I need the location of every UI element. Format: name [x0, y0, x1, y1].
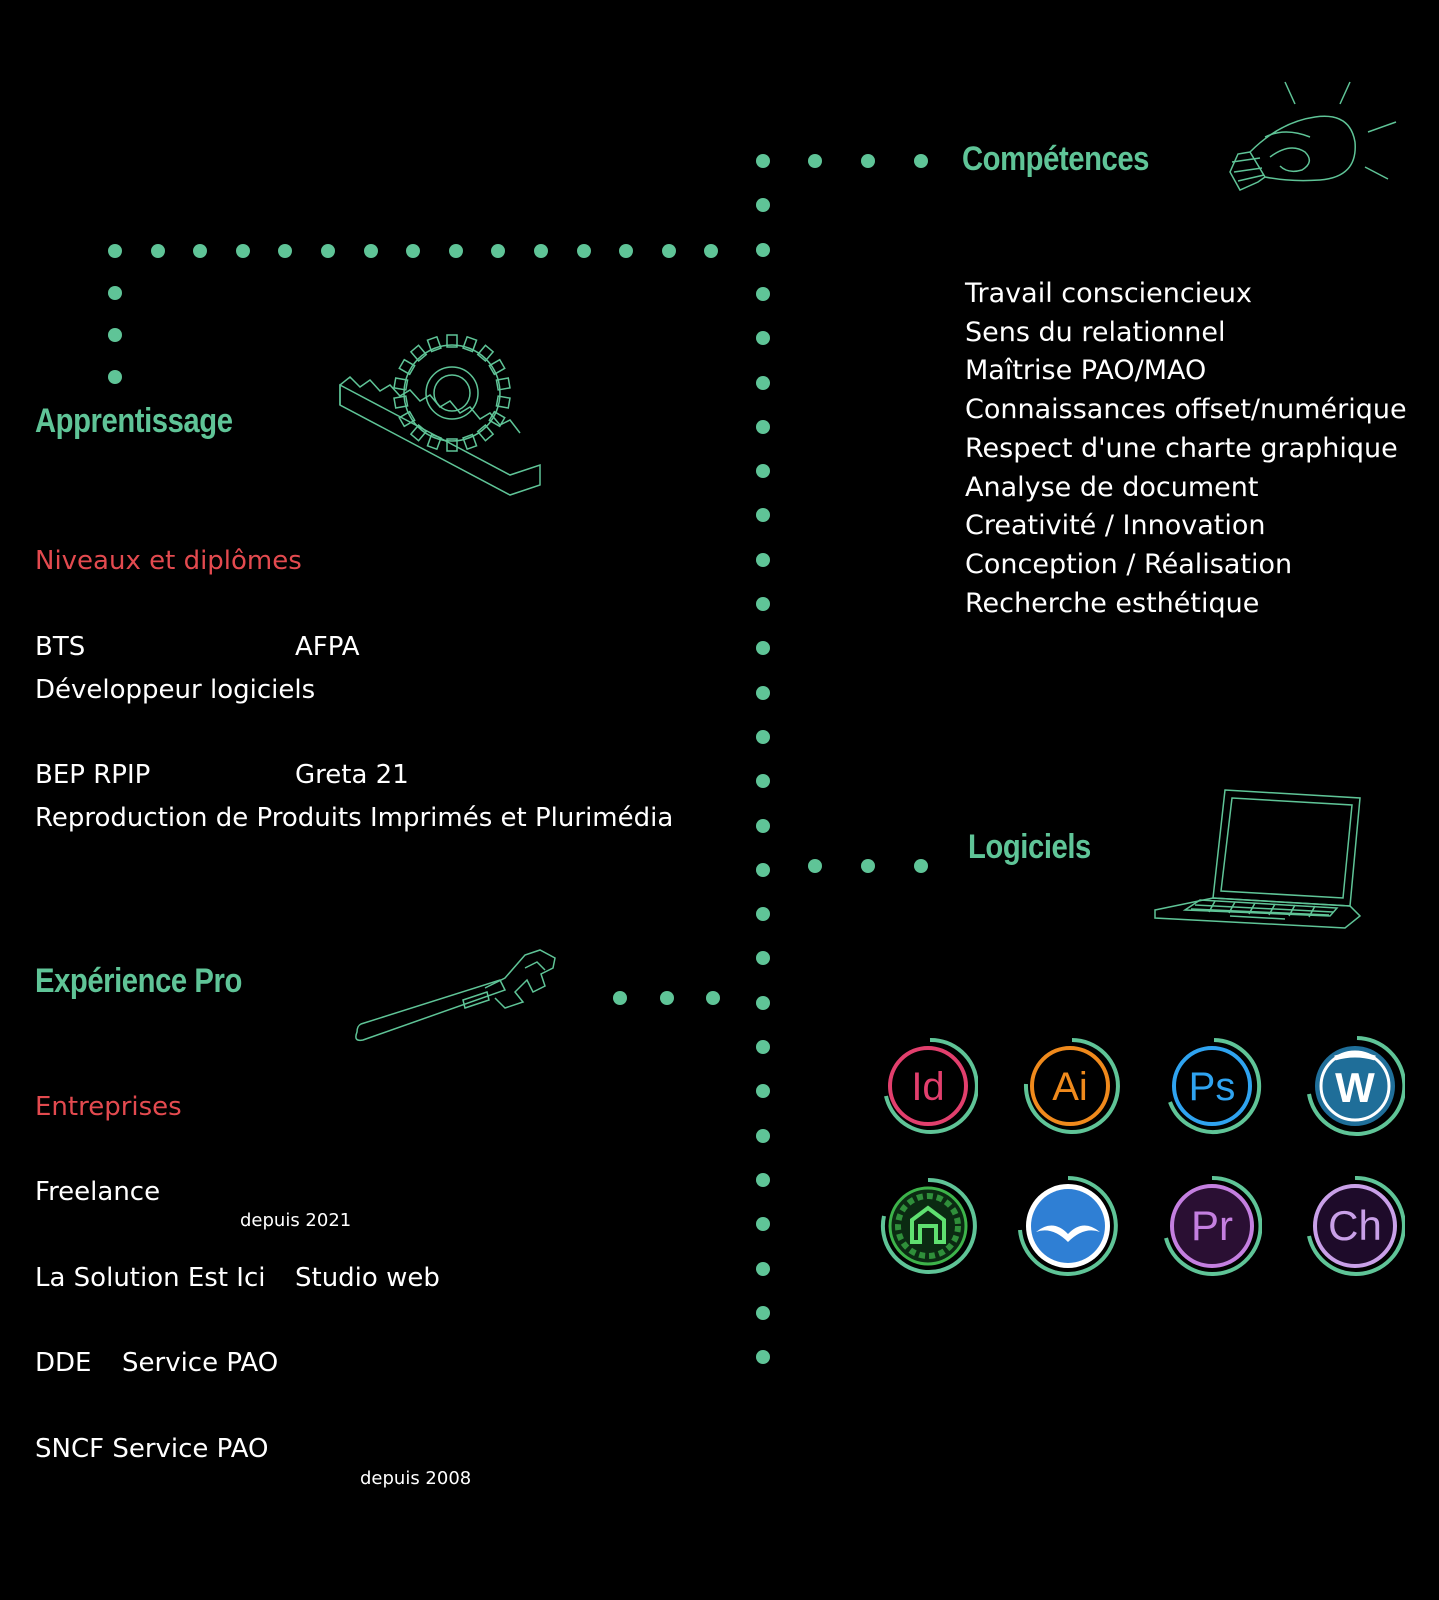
- experience-title: Expérience Pro: [35, 962, 242, 1000]
- list-item: Creativité / Innovation: [965, 510, 1266, 542]
- connector-dot: [108, 286, 122, 300]
- connector-dot: [756, 1084, 770, 1098]
- connector-dot: [704, 244, 718, 258]
- connector-dot: [756, 774, 770, 788]
- connector-dot: [808, 154, 822, 168]
- svg-text:Ps: Ps: [1188, 1065, 1236, 1109]
- connector-dot: [914, 154, 928, 168]
- connector-dot: [756, 154, 770, 168]
- connector-dot: [108, 370, 122, 384]
- connector-dot: [756, 198, 770, 212]
- wordpress-icon: [1305, 1036, 1405, 1136]
- connector-dot: [108, 244, 122, 258]
- gear-icon: [340, 325, 550, 505]
- connector-dot: [756, 819, 770, 833]
- connector-dot: [756, 1262, 770, 1276]
- lightbulb-icon: [1210, 82, 1400, 202]
- company-detail: Service PAO: [122, 1348, 279, 1378]
- list-item: Respect d'une charte graphique: [965, 432, 1398, 464]
- list-item: Travail consciencieux: [965, 278, 1252, 309]
- connector-dot: [706, 991, 720, 1005]
- connector-dot: [756, 951, 770, 965]
- connector-dot: [756, 1129, 770, 1143]
- apprentissage-title: Apprentissage: [35, 402, 233, 440]
- competences-title: Compétences: [962, 140, 1150, 178]
- connector-dot: [756, 1173, 770, 1187]
- connector-dot: [151, 244, 165, 258]
- photoshop-icon: [1162, 1036, 1262, 1136]
- list-item: Conception / Réalisation: [965, 548, 1293, 580]
- diploma-school: Greta 21: [295, 760, 409, 790]
- connector-dot: [756, 331, 770, 345]
- diploma-name: Reproduction de Produits Imprimés et Plurimédia: [35, 803, 674, 833]
- competences-list: [965, 275, 1407, 623]
- connector-dot: [756, 1306, 770, 1320]
- connector-dot: [756, 730, 770, 744]
- connector-dot: [756, 1217, 770, 1231]
- openoffice-icon: [1018, 1176, 1118, 1276]
- list-item: Recherche esthétique: [965, 587, 1260, 619]
- connector-dot: [914, 859, 928, 873]
- connector-dot: [756, 641, 770, 655]
- connector-dot: [756, 464, 770, 478]
- premiere-icon: [1162, 1176, 1262, 1276]
- svg-text:Ch: Ch: [1328, 1202, 1382, 1249]
- connector-dot: [534, 244, 548, 258]
- svg-text:Ai: Ai: [1052, 1065, 1088, 1109]
- connector-dot: [662, 244, 676, 258]
- connector-dot: [756, 243, 770, 257]
- connector-dot: [108, 328, 122, 342]
- connector-dot: [613, 991, 627, 1005]
- diploma-level: BTS: [35, 632, 86, 662]
- connector-dot: [756, 597, 770, 611]
- connector-dot: [193, 244, 207, 258]
- connector-dot: [491, 244, 505, 258]
- laptop-icon: [1155, 788, 1365, 933]
- connector-dot: [756, 508, 770, 522]
- logiciels-title: Logiciels: [968, 828, 1091, 866]
- connector-dot: [321, 244, 335, 258]
- connector-dot: [756, 420, 770, 434]
- connector-dot: [364, 244, 378, 258]
- company-name: Freelance: [35, 1177, 161, 1207]
- green-app-icon: [878, 1176, 978, 1276]
- connector-dot: [619, 244, 633, 258]
- svg-text:Pr: Pr: [1191, 1202, 1233, 1249]
- diploma-school: AFPA: [295, 632, 360, 662]
- illustrator-icon: [1020, 1036, 1120, 1136]
- connector-dot: [660, 991, 674, 1005]
- list-item: Analyse de document: [965, 471, 1259, 503]
- connector-dot: [808, 859, 822, 873]
- diploma-name: Développeur logiciels: [35, 675, 316, 705]
- wrench-icon: [355, 950, 575, 1045]
- connector-dot: [406, 244, 420, 258]
- connector-dot: [756, 686, 770, 700]
- connector-dot: [756, 287, 770, 301]
- connector-dot: [756, 996, 770, 1010]
- connector-dot: [756, 376, 770, 390]
- indesign-icon: [878, 1036, 978, 1136]
- company-name: DDE: [35, 1348, 92, 1378]
- svg-text:Id: Id: [911, 1065, 945, 1109]
- diploma-level: BEP RPIP: [35, 760, 151, 790]
- connector-dot: [449, 244, 463, 258]
- connector-dot: [756, 907, 770, 921]
- connector-dot: [278, 244, 292, 258]
- list-item: Maîtrise PAO/MAO: [965, 355, 1207, 387]
- connector-dot: [756, 1040, 770, 1054]
- connector-dot: [756, 1350, 770, 1364]
- company-name: SNCF Service PAO: [35, 1434, 269, 1464]
- company-name: La Solution Est Ici: [35, 1263, 266, 1293]
- connector-dot: [861, 154, 875, 168]
- connector-dot: [756, 863, 770, 877]
- connector-dot: [577, 244, 591, 258]
- connector-dot: [756, 553, 770, 567]
- company-detail: Studio web: [295, 1263, 440, 1293]
- list-item: Connaissances offset/numérique: [965, 394, 1407, 426]
- svg-text:W: W: [1335, 1064, 1375, 1111]
- diplomas-subtitle: Niveaux et diplômes: [35, 546, 302, 576]
- company-detail: depuis 2008: [360, 1468, 472, 1489]
- companies-subtitle: Entreprises: [35, 1092, 182, 1122]
- list-item: Sens du relationnel: [965, 316, 1226, 348]
- connector-dot: [861, 859, 875, 873]
- connector-dot: [236, 244, 250, 258]
- company-detail: depuis 2021: [240, 1210, 352, 1231]
- character-animator-icon: [1305, 1176, 1405, 1276]
